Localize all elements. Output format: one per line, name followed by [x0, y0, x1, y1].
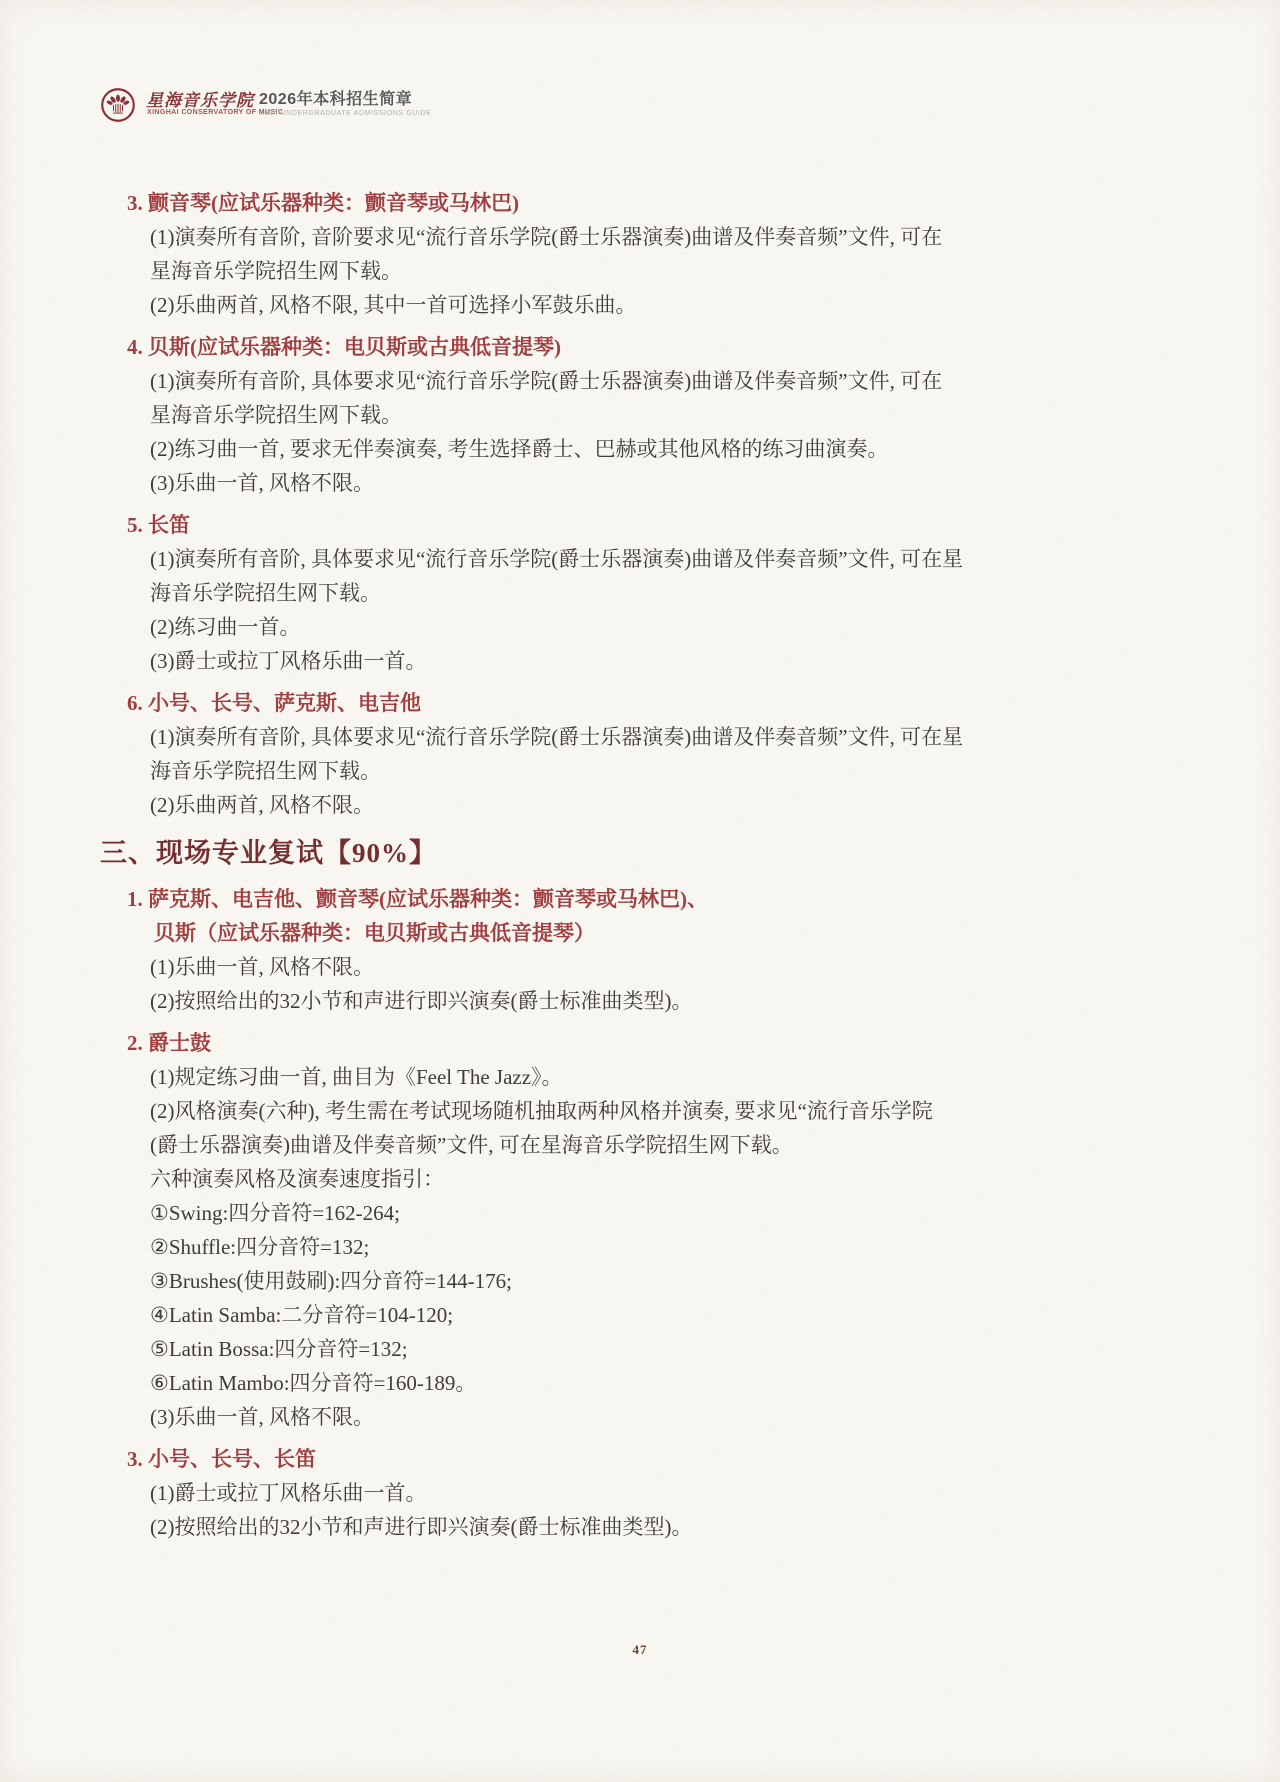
- doc-title-cn: 2026年本科招生简章: [259, 91, 413, 108]
- exam-item-heading: 5. 长笛: [127, 513, 190, 537]
- exam-item-line: 海音乐学院招生网下载。: [150, 759, 381, 783]
- retest-item-heading-line2: 贝斯（应试乐器种类：电贝斯或古典低音提琴）: [154, 921, 595, 945]
- exam-item-line: (3)爵士或拉丁风格乐曲一首。: [150, 649, 427, 673]
- doc-title-en: 2026 UNDERGRADUATE ADMISSIONS GUIDE: [260, 110, 432, 117]
- exam-item-heading: 6. 小号、长号、萨克斯、电吉他: [127, 691, 421, 715]
- page-number: 47: [632, 1642, 648, 1657]
- retest-item-line: ③Brushes(使用鼓刷):四分音符=144-176;: [150, 1269, 512, 1293]
- exam-item-line: 海音乐学院招生网下载。: [150, 581, 381, 605]
- exam-item-line: (2)乐曲两首, 风格不限。: [150, 793, 374, 817]
- exam-item-line: (1)演奏所有音阶, 音阶要求见“流行音乐学院(爵士乐器演奏)曲谱及伴奏音频”文件, 可在: [150, 225, 943, 249]
- exam-item-heading: 3. 颤音琴(应试乐器种类：颤音琴或马林巴): [127, 191, 519, 215]
- retest-item-line: ⑥Latin Mambo:四分音符=160-189。: [150, 1371, 477, 1395]
- exam-item-line: (1)演奏所有音阶, 具体要求见“流行音乐学院(爵士乐器演奏)曲谱及伴奏音频”文件, 可在: [150, 369, 943, 393]
- exam-item-line: (2)练习曲一首, 要求无伴奏演奏, 考生选择爵士、巴赫或其他风格的练习曲演奏。: [150, 437, 889, 461]
- retest-item-heading: 3. 小号、长号、长笛: [127, 1447, 316, 1471]
- section-title: 三、现场专业复试【90%】: [100, 838, 437, 868]
- retest-item-line: (2)风格演奏(六种), 考生需在考试现场随机抽取两种风格并演奏, 要求见“流行音乐学院: [150, 1099, 933, 1123]
- exam-item-line: 星海音乐学院招生网下载。: [150, 403, 402, 427]
- exam-item-line: (1)演奏所有音阶, 具体要求见“流行音乐学院(爵士乐器演奏)曲谱及伴奏音频”文件, 可在星: [150, 725, 964, 749]
- retest-item-line: (爵士乐器演奏)曲谱及伴奏音频”文件, 可在星海音乐学院招生网下载。: [150, 1133, 793, 1157]
- school-emblem-icon: [100, 87, 136, 123]
- school-name-cn: 星海音乐学院: [146, 91, 254, 110]
- retest-item-line: 六种演奏风格及演奏速度指引：: [150, 1167, 444, 1191]
- exam-item-line: (2)练习曲一首。: [150, 615, 301, 639]
- document-content: [100, 186, 1127, 1544]
- retest-item-line: ⑤Latin Bossa:四分音符=132;: [150, 1337, 408, 1361]
- retest-item-line: ④Latin Samba:二分音符=104-120;: [150, 1303, 454, 1327]
- exam-item-line: 星海音乐学院招生网下载。: [150, 259, 402, 283]
- retest-item-line: ②Shuffle:四分音符=132;: [150, 1235, 370, 1259]
- school-name-en: XINGHAI CONSERVATORY OF MUSIC: [147, 109, 284, 116]
- retest-item-line: (2)按照给出的32小节和声进行即兴演奏(爵士标准曲类型)。: [150, 1515, 693, 1539]
- retest-item-line: (1)乐曲一首, 风格不限。: [150, 955, 374, 979]
- exam-item-line: (2)乐曲两首, 风格不限, 其中一首可选择小军鼓乐曲。: [150, 293, 637, 317]
- retest-item-line: (2)按照给出的32小节和声进行即兴演奏(爵士标准曲类型)。: [150, 989, 693, 1013]
- exam-item-line: (3)乐曲一首, 风格不限。: [150, 471, 374, 495]
- retest-item-heading: 2. 爵士鼓: [127, 1031, 211, 1055]
- retest-item-line: (1)规定练习曲一首, 曲目为《Feel The Jazz》。: [150, 1065, 563, 1089]
- retest-item-line: (1)爵士或拉丁风格乐曲一首。: [150, 1481, 427, 1505]
- retest-item-line: (3)乐曲一首, 风格不限。: [150, 1405, 374, 1429]
- exam-item-line: (1)演奏所有音阶, 具体要求见“流行音乐学院(爵士乐器演奏)曲谱及伴奏音频”文件, 可在星: [150, 547, 964, 571]
- exam-item-heading: 4. 贝斯(应试乐器种类：电贝斯或古典低音提琴): [127, 335, 561, 359]
- retest-item-heading: 1. 萨克斯、电吉他、颤音琴(应试乐器种类：颤音琴或马林巴)、: [127, 887, 708, 911]
- retest-item-line: ①Swing:四分音符=162-264;: [150, 1201, 401, 1225]
- school-logo: [100, 87, 136, 123]
